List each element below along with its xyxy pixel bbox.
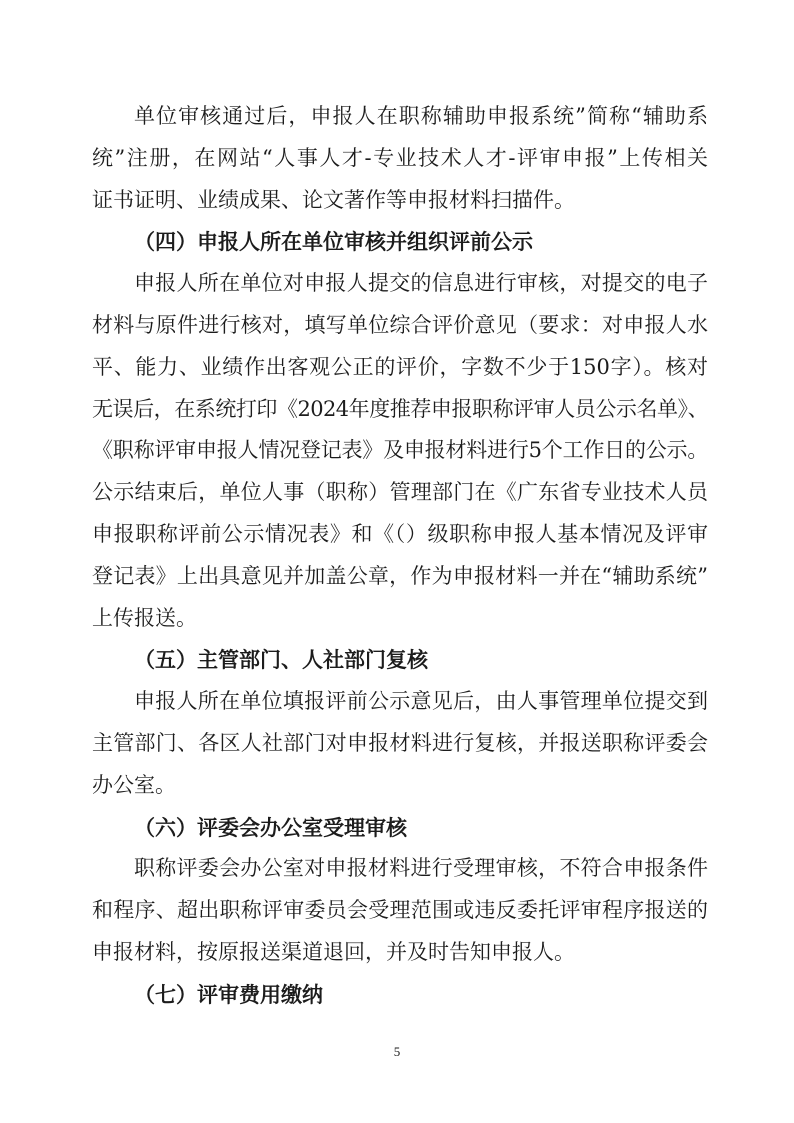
section-heading: （七）评审费用缴纳 xyxy=(134,981,323,1007)
paragraph-line: 申报人所在单位填报评前公示意见后，由人事管理单位提交到 xyxy=(134,689,708,714)
document-body xyxy=(92,96,708,1016)
paragraph-line: 无误后，在系统打印《2024年度推荐申报职称评审人员公示名单》、 xyxy=(92,396,708,421)
section-heading: （六）评委会办公室受理审核 xyxy=(134,814,407,840)
section-heading: （四）申报人所在单位审核并组织评前公示 xyxy=(134,229,533,255)
paragraph-line: 申报职称评前公示情况表》和《（）级职称申报人基本情况及评审 xyxy=(92,521,708,546)
paragraph-line: 和程序、超出职称评审委员会受理范围或违反委托评审程序报送的 xyxy=(92,898,708,923)
paragraph-line: 主管部门、各区人社部门对申报材料进行复核，并报送职称评委会 xyxy=(92,730,708,755)
paragraph xyxy=(92,96,708,221)
paragraph xyxy=(92,848,708,973)
paragraph xyxy=(92,681,708,806)
paragraph-line: 材料与原件进行核对，填写单位综合评价意见（要求：对申报人水 xyxy=(92,312,708,337)
paragraph-line: 登记表》上出具意见并加盖公章，作为申报材料一并在“辅助系统” xyxy=(92,563,708,588)
section-heading: （五）主管部门、人社部门复核 xyxy=(134,647,428,673)
paragraph-line: 公示结束后，单位人事（职称）管理部门在《广东省专业技术人员 xyxy=(92,480,708,505)
paragraph-line: 单位审核通过后，申报人在职称辅助申报系统”简称“辅助系 xyxy=(134,104,708,128)
paragraph-line: 证书证明、业绩成果、论文著作等申报材料扫描件。 xyxy=(92,187,575,212)
paragraph-line: 平、能力、业绩作出客观公正的评价，字数不少于150字）。核对 xyxy=(92,354,708,379)
paragraph xyxy=(92,263,708,639)
paragraph-line: 职称评委会办公室对申报材料进行受理审核，不符合申报条件 xyxy=(134,856,708,881)
page-number: 5 xyxy=(393,1044,401,1059)
paragraph-line: 办公室。 xyxy=(92,772,176,797)
paragraph-line: 上传报送。 xyxy=(92,605,197,630)
paragraph-line: 申报材料，按原报送渠道退回，并及时告知申报人。 xyxy=(92,939,575,964)
paragraph-line: 申报人所在单位对申报人提交的信息进行审核，对提交的电子 xyxy=(134,271,708,296)
paragraph-line: 《职称评审申报人情况登记表》及申报材料进行5个工作日的公示。 xyxy=(92,438,708,463)
paragraph-line: 统”注册，在网站“人事人才-专业技术人才-评审申报”上传相关 xyxy=(92,145,708,170)
